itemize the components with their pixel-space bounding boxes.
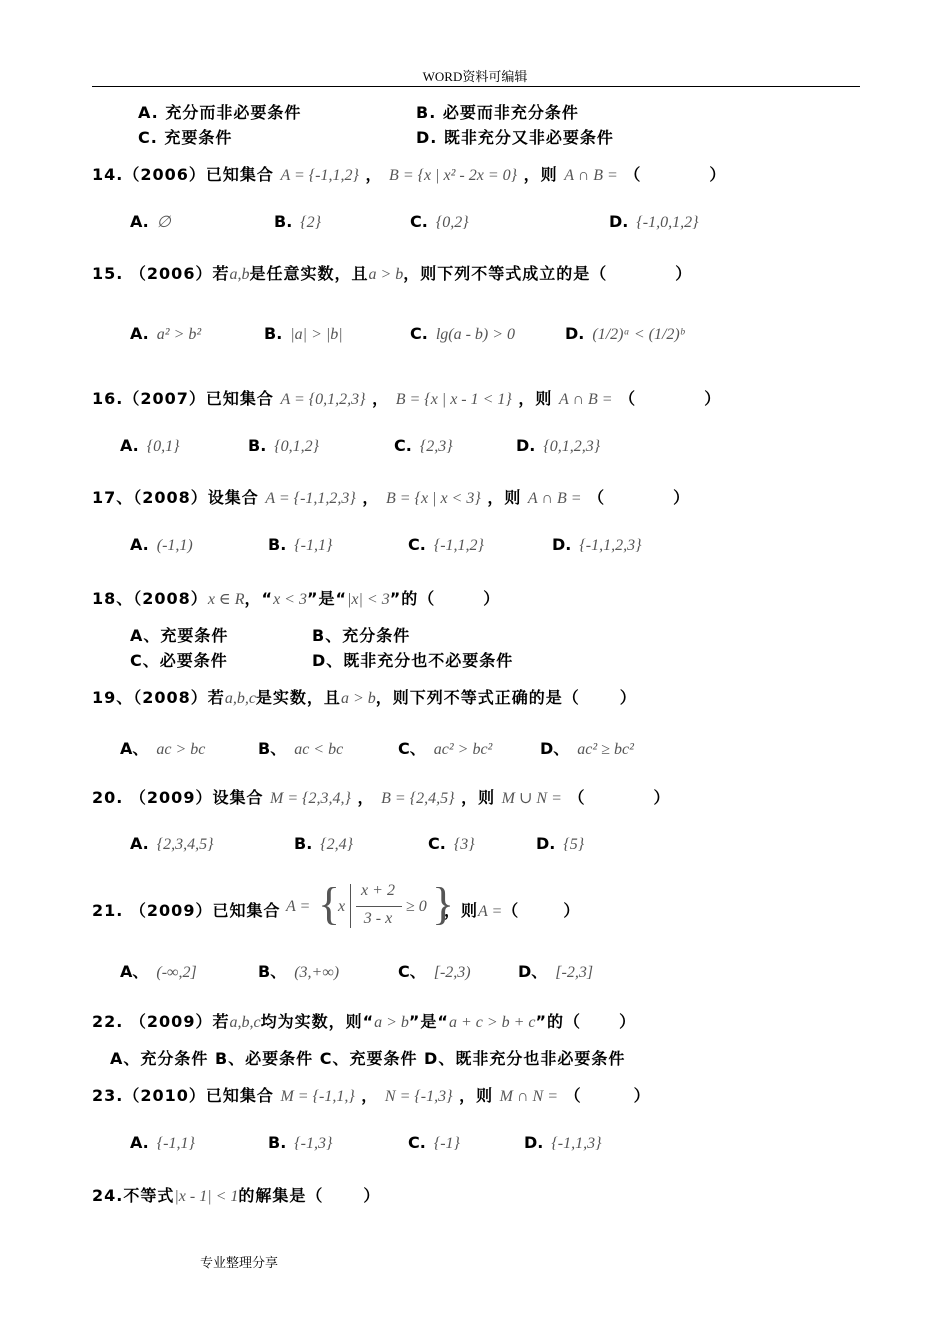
q21-option-b: B、 (3,+∞) <box>258 962 340 981</box>
q15-option-c: C. lg(a - b) > 0 <box>410 324 516 343</box>
question-23 <box>92 1083 651 1106</box>
q15-cond: a > b <box>368 266 404 283</box>
q20-expr: M ∪ N = <box>501 790 562 807</box>
q19-option-c: C、 ac² > bc² <box>398 739 493 758</box>
q18-q-mid: ”是“ <box>306 589 348 608</box>
q16-option-a: A. {0,1} <box>120 436 180 455</box>
q16-paren-open: （ <box>619 389 637 408</box>
q19-paren-close: ） <box>619 688 637 707</box>
q21-stem-post: ，则A =（ ） <box>444 901 581 920</box>
q23-paren-close: ） <box>633 1086 651 1105</box>
q21-stem: 21. （2009）已知集合 <box>92 901 281 920</box>
q17-option-b: B. {-1,1} <box>268 535 333 554</box>
q19-option-d: D、 ac² ≥ bc² <box>540 739 634 758</box>
q18-stem: 18、（2008） <box>92 589 208 608</box>
q14-paren-open: （ <box>624 165 642 184</box>
question-18 <box>92 586 500 609</box>
q20-set-b: B = {2,4,5} <box>381 790 455 807</box>
q20-option-a: A. {2,3,4,5} <box>130 834 214 853</box>
q23-option-a: A. {-1,1} <box>130 1133 195 1152</box>
q13-option-b: B. 必要而非充分条件 <box>416 103 579 122</box>
q20-option-d: D. {5} <box>536 834 585 853</box>
page-header: WORD资料可编辑 <box>422 69 528 84</box>
q17-stem: 17、（2008）设集合 <box>92 488 259 507</box>
q22-paren-close: ） <box>619 1012 637 1031</box>
q19-stem-post: ，则下列不等式正确的是（ <box>375 688 580 707</box>
q22-q-end: ”的（ <box>535 1012 582 1031</box>
q15-stem-post: ，则下列不等式成立的是（ <box>403 264 608 283</box>
q13-option-a: A. 充分而非必要条件 <box>138 103 302 122</box>
q21-option-d: D、 [-2,3] <box>518 962 594 981</box>
q16-set-a: A = {0,1,2,3} <box>280 391 366 408</box>
q16-option-c: C. {2,3} <box>394 436 453 455</box>
question-19 <box>92 685 637 708</box>
q23-set-b: N = {-1,3} <box>384 1088 453 1105</box>
q24-stem-post: 的解集是（ <box>238 1186 324 1205</box>
q17-option-d: D. {-1,1,2,3} <box>552 535 642 554</box>
q17-option-a: A. (-1,1) <box>130 535 193 554</box>
question-20 <box>92 785 670 808</box>
q22-stem: 22. （2009）若 <box>92 1012 230 1031</box>
q18-q1-open: ，“ <box>244 589 274 608</box>
q15-stem-mid: 是任意实数，且 <box>249 264 369 283</box>
q22-cond1: a > b <box>374 1014 409 1031</box>
q21-expr: A = <box>478 903 503 920</box>
q21-frac-den: 3 - x <box>363 910 393 927</box>
q16-paren-close: ） <box>704 389 722 408</box>
q14-paren-close: ） <box>709 165 727 184</box>
header-rule <box>92 86 860 87</box>
q22-options: A、充分条件 B、必要条件 C、充要条件 D、既非充分也非必要条件 <box>110 1049 626 1068</box>
q17-set-b: B = {x | x < 3} <box>385 490 481 507</box>
q20-option-b: B. {2,4} <box>294 834 354 853</box>
q14-option-b: B. {2} <box>274 212 322 231</box>
q14-stem: 14.（2006）已知集合 <box>92 165 274 184</box>
q20-paren-close: ） <box>653 788 671 807</box>
q20-sep: ， <box>357 788 375 807</box>
q21-set-a-x: x <box>338 898 346 915</box>
q20-stem-post: ，则 <box>461 788 496 807</box>
q21-brace-right: } <box>432 878 455 929</box>
q23-expr: M ∩ N = <box>499 1088 559 1105</box>
q14-stem-post: ，则 <box>523 165 558 184</box>
q17-sep: ， <box>362 488 380 507</box>
q14-option-d: D. {-1,0,1,2} <box>609 212 699 231</box>
q24-expr: |x - 1| < 1 <box>174 1188 239 1205</box>
q13-option-d: D. 既非充分又非必要条件 <box>416 128 614 147</box>
question-24 <box>92 1183 380 1206</box>
q14-set-a: A = {-1,1,2} <box>280 167 359 184</box>
q20-stem: 20. （2009）设集合 <box>92 788 264 807</box>
q15-option-a: A. a² > b² <box>130 324 202 343</box>
q21-set-a-pre: A = <box>286 898 311 915</box>
q17-paren-open: （ <box>588 488 606 507</box>
q24-stem: 24.不等式 <box>92 1186 175 1205</box>
q22-stem-mid: 均为实数，则“ <box>260 1012 375 1031</box>
q19-cond: a > b <box>340 690 376 707</box>
q14-option-c: C. {0,2} <box>410 212 469 231</box>
q14-option-a: A. ∅ <box>130 212 171 231</box>
q19-option-a: A、 ac > bc <box>120 739 206 758</box>
q23-option-b: B. {-1,3} <box>268 1133 333 1152</box>
q17-paren-close: ） <box>673 488 691 507</box>
q21-paren-open: （ <box>502 901 520 920</box>
question-15 <box>92 261 692 284</box>
q13-option-c: C. 充要条件 <box>138 128 233 147</box>
q17-set-a: A = {-1,1,2,3} <box>265 490 356 507</box>
question-14 <box>92 162 726 185</box>
q21-option-c: C、 [-2,3) <box>398 962 471 981</box>
page-footer: 专业整理分享 <box>200 1255 279 1270</box>
q15-option-d: D. (1/2)ᵃ < (1/2)ᵇ <box>565 324 685 343</box>
question-22 <box>92 1009 636 1032</box>
q21-bar <box>350 884 351 928</box>
q23-stem-post: ，则 <box>459 1086 494 1105</box>
q17-option-c: C. {-1,1,2} <box>408 535 484 554</box>
q18-cond: x ∈ R <box>207 591 245 608</box>
q18-q-end: ”的（ <box>389 589 436 608</box>
q23-set-a: M = {-1,1,} <box>280 1088 355 1105</box>
q18-option-c: C、必要条件 <box>130 651 228 670</box>
q23-paren-open: （ <box>564 1086 582 1105</box>
q21-paren-close: ） <box>563 901 581 920</box>
question-17 <box>92 485 690 508</box>
q20-paren-open: （ <box>568 788 586 807</box>
q16-set-b: B = {x | x - 1 < 1} <box>395 391 512 408</box>
q23-stem: 23.（2010）已知集合 <box>92 1086 274 1105</box>
q18-option-d: D、既非充分也不必要条件 <box>312 651 514 670</box>
q16-option-d: D. {0,1,2,3} <box>516 436 601 455</box>
q22-cond2: a + c > b + c <box>448 1014 536 1031</box>
q21-frac-num: x + 2 <box>361 882 395 899</box>
q16-stem-post: ，则 <box>518 389 553 408</box>
q19-vars: a,b,c <box>224 690 256 707</box>
q24-paren-close: ） <box>363 1186 381 1205</box>
q22-vars: a,b,c <box>229 1014 261 1031</box>
q15-stem: 15. （2006）若 <box>92 264 230 283</box>
q14-sep: ， <box>365 165 383 184</box>
q14-set-b: B = {x | x² - 2x = 0} <box>389 167 518 184</box>
q14-expr: A ∩ B = <box>564 167 618 184</box>
q17-expr: A ∩ B = <box>527 490 582 507</box>
q19-option-b: B、 ac < bc <box>258 739 344 758</box>
q18-paren-close: ） <box>483 589 501 608</box>
q15-vars: a,b <box>229 266 250 283</box>
q23-option-d: D. {-1,1,3} <box>524 1133 602 1152</box>
q21-frac-line <box>356 906 402 907</box>
q15-paren-close: ） <box>675 264 693 283</box>
q20-set-a: M = {2,3,4,} <box>270 790 351 807</box>
q20-option-c: C. {3} <box>428 834 475 853</box>
q18-option-b: B、充分条件 <box>312 626 411 645</box>
q18-cond1: x < 3 <box>273 591 307 608</box>
question-16 <box>92 386 721 409</box>
q21-brace-left: { <box>318 878 341 929</box>
q23-option-c: C. {-1} <box>408 1133 460 1152</box>
q21-option-a: A、 (-∞,2] <box>120 962 197 981</box>
q16-stem: 16.（2007）已知集合 <box>92 389 274 408</box>
q16-option-b: B. {0,1,2} <box>248 436 320 455</box>
q16-sep: ， <box>372 389 390 408</box>
q19-stem-mid: 是实数，且 <box>255 688 341 707</box>
q17-stem-post: ，则 <box>487 488 522 507</box>
q22-q-mid: ”是“ <box>408 1012 449 1031</box>
q18-cond2: |x| < 3 <box>347 591 390 608</box>
q19-stem: 19、（2008）若 <box>92 688 225 707</box>
q16-expr: A ∩ B = <box>558 391 613 408</box>
q15-option-b: B. |a| > |b| <box>264 324 343 343</box>
q23-sep: ， <box>361 1086 379 1105</box>
q18-option-a: A、充要条件 <box>130 626 229 645</box>
q21-set-a-post: ≥ 0 <box>406 898 427 915</box>
